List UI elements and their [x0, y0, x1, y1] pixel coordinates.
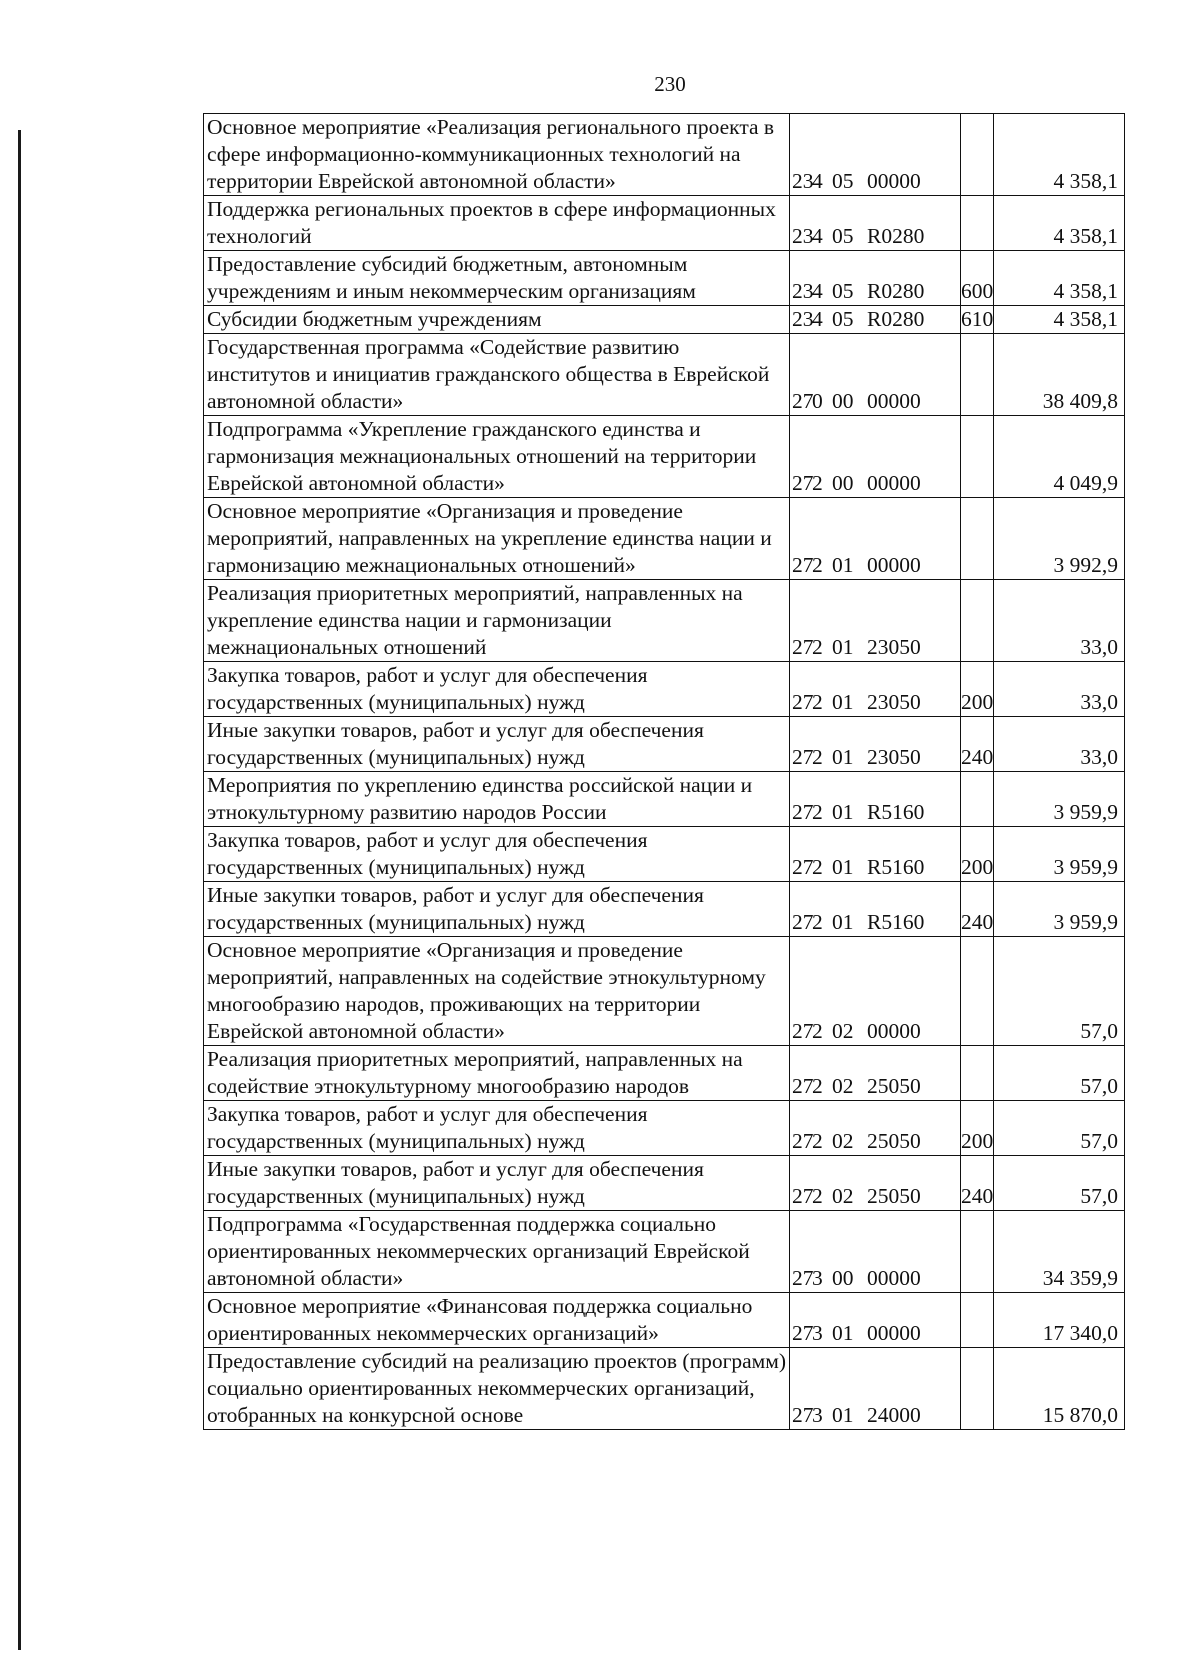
table-row — [204, 114, 1125, 196]
code-part: 2 — [812, 690, 823, 714]
row-name-cell: Основное мероприятие «Реализация регионального проекта в сфере информационно-коммуникационных технологий на территории Еврейской автономной области» — [204, 114, 790, 196]
code-part: 27 — [792, 1129, 814, 1153]
table-row — [204, 416, 1125, 498]
row-amount-cell: 4 358,1 — [994, 251, 1125, 306]
table-row — [204, 196, 1125, 251]
table-row — [204, 1046, 1125, 1101]
code-part: 2 — [812, 745, 823, 769]
code-part: 01 — [832, 1321, 854, 1345]
table-row — [204, 937, 1125, 1046]
code-part: 01 — [832, 745, 854, 769]
row-code-cell — [790, 1101, 961, 1156]
code-part: 27 — [792, 1019, 814, 1043]
row-expense-type-cell: 200 — [961, 662, 994, 717]
code-part: 27 — [792, 800, 814, 824]
code-part: 27 — [792, 1321, 814, 1345]
code-part: 01 — [832, 855, 854, 879]
row-amount-cell: 15 870,0 — [994, 1348, 1125, 1430]
code-part: 2 — [812, 910, 823, 934]
code-part: 00 — [832, 389, 854, 413]
code-part: 23050 — [867, 690, 921, 714]
code-part: 00000 — [867, 169, 921, 193]
row-code-cell — [790, 1348, 961, 1430]
row-name-cell: Предоставление субсидий бюджетным, автономным учреждениям и иным некоммерческим организациям — [204, 251, 790, 306]
table-row — [204, 662, 1125, 717]
code-part: 23 — [792, 224, 814, 248]
row-name-cell: Основное мероприятие «Финансовая поддержка социально ориентированных некоммерческих организаций» — [204, 1293, 790, 1348]
row-expense-type-cell: 610 — [961, 306, 994, 334]
row-name-cell: Реализация приоритетных мероприятий, направленных на укрепление единства нации и гармонизации межнациональных отношений — [204, 580, 790, 662]
code-part: 23 — [792, 279, 814, 303]
row-code-cell — [790, 114, 961, 196]
row-code-cell — [790, 1211, 961, 1293]
code-part: 05 — [832, 169, 854, 193]
row-expense-type-cell — [961, 196, 994, 251]
code-part: 05 — [832, 224, 854, 248]
table-row — [204, 580, 1125, 662]
row-expense-type-cell — [961, 114, 994, 196]
code-part: 02 — [832, 1129, 854, 1153]
table-row — [204, 1156, 1125, 1211]
code-part: R5160 — [867, 910, 925, 934]
row-expense-type-cell: 600 — [961, 251, 994, 306]
table-row — [204, 334, 1125, 416]
row-code-cell — [790, 334, 961, 416]
row-amount-cell: 57,0 — [994, 1046, 1125, 1101]
code-part: 25050 — [867, 1129, 921, 1153]
code-part: 2 — [812, 1129, 823, 1153]
row-expense-type-cell — [961, 1211, 994, 1293]
table-row — [204, 772, 1125, 827]
code-part: 00000 — [867, 471, 921, 495]
code-part: 27 — [792, 635, 814, 659]
table-row — [204, 882, 1125, 937]
row-amount-cell: 33,0 — [994, 717, 1125, 772]
row-expense-type-cell — [961, 416, 994, 498]
code-part: 3 — [812, 1266, 823, 1290]
code-part: 05 — [832, 307, 854, 331]
row-name-cell: Закупка товаров, работ и услуг для обеспечения государственных (муниципальных) нужд — [204, 827, 790, 882]
code-part: 05 — [832, 279, 854, 303]
code-part: 27 — [792, 690, 814, 714]
row-code-cell — [790, 882, 961, 937]
table-row — [204, 1293, 1125, 1348]
row-code-cell — [790, 1156, 961, 1211]
row-expense-type-cell — [961, 1046, 994, 1101]
row-name-cell: Закупка товаров, работ и услуг для обеспечения государственных (муниципальных) нужд — [204, 662, 790, 717]
table-row — [204, 1211, 1125, 1293]
row-expense-type-cell — [961, 1348, 994, 1430]
code-part: 00000 — [867, 1019, 921, 1043]
code-part: R0280 — [867, 279, 925, 303]
row-amount-cell: 4 358,1 — [994, 196, 1125, 251]
code-part: 23 — [792, 169, 814, 193]
row-name-cell: Поддержка региональных проектов в сфере информационных технологий — [204, 196, 790, 251]
code-part: 00000 — [867, 389, 921, 413]
row-code-cell — [790, 580, 961, 662]
table-row — [204, 251, 1125, 306]
code-part: 01 — [832, 1403, 854, 1427]
scan-edge-line — [18, 130, 21, 1650]
row-code-cell — [790, 662, 961, 717]
code-part: 27 — [792, 1403, 814, 1427]
row-expense-type-cell: 200 — [961, 1101, 994, 1156]
row-name-cell: Основное мероприятие «Организация и проведение мероприятий, направленных на содействие этнокультурному многообразию народов, проживающих на территории Еврейской автономной области» — [204, 937, 790, 1046]
code-part: 25050 — [867, 1184, 921, 1208]
code-part: 23050 — [867, 635, 921, 659]
row-expense-type-cell: 240 — [961, 882, 994, 937]
code-part: 24000 — [867, 1403, 921, 1427]
row-code-cell — [790, 1046, 961, 1101]
row-name-cell: Подпрограмма «Укрепление гражданского единства и гармонизация межнациональных отношений на территории Еврейской автономной области» — [204, 416, 790, 498]
row-code-cell — [790, 827, 961, 882]
code-part: 02 — [832, 1184, 854, 1208]
row-expense-type-cell: 200 — [961, 827, 994, 882]
code-part: 27 — [792, 745, 814, 769]
page-number: 230 — [654, 72, 686, 96]
code-part: 4 — [812, 169, 823, 193]
table-body — [204, 114, 1125, 1430]
code-part: 00000 — [867, 1321, 921, 1345]
row-amount-cell: 33,0 — [994, 580, 1125, 662]
row-expense-type-cell — [961, 498, 994, 580]
row-code-cell — [790, 772, 961, 827]
row-amount-cell: 4 358,1 — [994, 306, 1125, 334]
row-name-cell: Мероприятия по укреплению единства российской нации и этнокультурному развитию народов России — [204, 772, 790, 827]
code-part: 02 — [832, 1019, 854, 1043]
row-expense-type-cell — [961, 937, 994, 1046]
row-code-cell — [790, 937, 961, 1046]
row-amount-cell: 34 359,9 — [994, 1211, 1125, 1293]
code-part: 4 — [812, 307, 823, 331]
code-part: 27 — [792, 910, 814, 934]
code-part: 27 — [792, 1266, 814, 1290]
row-amount-cell: 57,0 — [994, 1101, 1125, 1156]
code-part: R0280 — [867, 224, 925, 248]
table-row — [204, 1348, 1125, 1430]
code-part: 27 — [792, 1184, 814, 1208]
code-part: 27 — [792, 389, 814, 413]
row-expense-type-cell — [961, 334, 994, 416]
row-name-cell: Иные закупки товаров, работ и услуг для обеспечения государственных (муниципальных) нужд — [204, 1156, 790, 1211]
row-expense-type-cell — [961, 1293, 994, 1348]
code-part: 2 — [812, 1074, 823, 1098]
code-part: 3 — [812, 1403, 823, 1427]
code-part: 0 — [812, 389, 823, 413]
row-expense-type-cell — [961, 580, 994, 662]
code-part: 2 — [812, 635, 823, 659]
row-amount-cell: 3 959,9 — [994, 827, 1125, 882]
code-part: 01 — [832, 800, 854, 824]
row-name-cell: Реализация приоритетных мероприятий, направленных на содействие этнокультурному многообразию народов — [204, 1046, 790, 1101]
row-expense-type-cell: 240 — [961, 717, 994, 772]
code-part: 00000 — [867, 1266, 921, 1290]
row-amount-cell: 38 409,8 — [994, 334, 1125, 416]
code-part: 27 — [792, 1074, 814, 1098]
row-amount-cell: 17 340,0 — [994, 1293, 1125, 1348]
code-part: 2 — [812, 553, 823, 577]
code-part: 2 — [812, 1184, 823, 1208]
row-code-cell — [790, 306, 961, 334]
row-code-cell — [790, 416, 961, 498]
code-part: 27 — [792, 855, 814, 879]
code-part: 2 — [812, 800, 823, 824]
table-row — [204, 717, 1125, 772]
code-part: R5160 — [867, 800, 925, 824]
row-name-cell: Закупка товаров, работ и услуг для обеспечения государственных (муниципальных) нужд — [204, 1101, 790, 1156]
row-amount-cell: 4 358,1 — [994, 114, 1125, 196]
row-amount-cell: 33,0 — [994, 662, 1125, 717]
row-amount-cell: 3 959,9 — [994, 772, 1125, 827]
code-part: 00 — [832, 1266, 854, 1290]
row-expense-type-cell: 240 — [961, 1156, 994, 1211]
code-part: 23050 — [867, 745, 921, 769]
code-part: 2 — [812, 855, 823, 879]
budget-table — [203, 113, 1125, 1430]
row-code-cell — [790, 196, 961, 251]
row-code-cell — [790, 498, 961, 580]
code-part: 2 — [812, 1019, 823, 1043]
row-amount-cell: 57,0 — [994, 1156, 1125, 1211]
row-amount-cell: 3 992,9 — [994, 498, 1125, 580]
row-name-cell: Иные закупки товаров, работ и услуг для обеспечения государственных (муниципальных) нужд — [204, 717, 790, 772]
code-part: 23 — [792, 307, 814, 331]
code-part: 4 — [812, 224, 823, 248]
table-row — [204, 498, 1125, 580]
code-part: R0280 — [867, 307, 925, 331]
row-amount-cell: 4 049,9 — [994, 416, 1125, 498]
table-row — [204, 306, 1125, 334]
code-part: 3 — [812, 1321, 823, 1345]
row-amount-cell: 3 959,9 — [994, 882, 1125, 937]
row-amount-cell: 57,0 — [994, 937, 1125, 1046]
row-code-cell — [790, 1293, 961, 1348]
row-name-cell: Иные закупки товаров, работ и услуг для обеспечения государственных (муниципальных) нужд — [204, 882, 790, 937]
code-part: 02 — [832, 1074, 854, 1098]
code-part: 01 — [832, 690, 854, 714]
code-part: 4 — [812, 279, 823, 303]
row-name-cell: Подпрограмма «Государственная поддержка социально ориентированных некоммерческих организаций Еврейской автономной области» — [204, 1211, 790, 1293]
row-expense-type-cell — [961, 772, 994, 827]
code-part: 01 — [832, 910, 854, 934]
code-part: 00 — [832, 471, 854, 495]
code-part: 01 — [832, 553, 854, 577]
code-part: 27 — [792, 553, 814, 577]
row-name-cell: Основное мероприятие «Организация и проведение мероприятий, направленных на укрепление единства нации и гармонизацию межнациональных отношений» — [204, 498, 790, 580]
row-name-cell: Государственная программа «Содействие развитию институтов и инициатив гражданского общества в Еврейской автономной области» — [204, 334, 790, 416]
row-name-cell: Предоставление субсидий на реализацию проектов (программ) социально ориентированных некоммерческих организаций, отобранных на конкурсной основе — [204, 1348, 790, 1430]
table-row — [204, 827, 1125, 882]
table-row — [204, 1101, 1125, 1156]
row-code-cell — [790, 251, 961, 306]
code-part: 01 — [832, 635, 854, 659]
code-part: 25050 — [867, 1074, 921, 1098]
code-part: 27 — [792, 471, 814, 495]
code-part: 00000 — [867, 553, 921, 577]
code-part: 2 — [812, 471, 823, 495]
code-part: R5160 — [867, 855, 925, 879]
row-name-cell: Субсидии бюджетным учреждениям — [204, 306, 790, 334]
row-code-cell — [790, 717, 961, 772]
